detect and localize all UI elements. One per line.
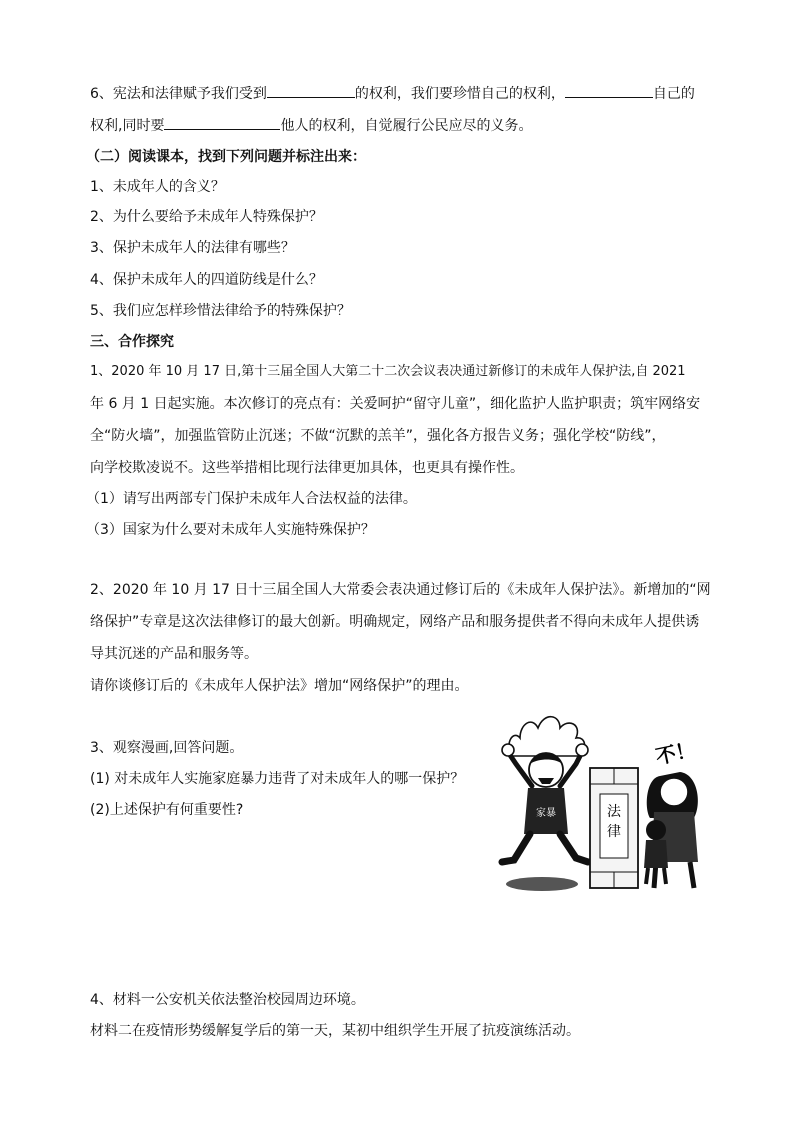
paragraph-2-line: 络保护”专章是这次法律修订的最大创新。明确规定，网络产品和服务提供者不得向未成年人提供诱 xyxy=(90,614,700,630)
question-item: 4、保护未成年人的四道防线是什么？ xyxy=(90,272,323,288)
paragraph-1-line: 年 6 月 1 日起实施。本次修订的亮点有：关爱呵护“留守儿童”，细化监护人监护职责；筑牢网络安 xyxy=(90,396,701,412)
question-3-title: 3、观察漫画,回答问题。 xyxy=(90,740,244,756)
question-4-line-1: 4、材料一公安机关依法整治校园周边环境。 xyxy=(90,992,365,1008)
answer-blank[interactable] xyxy=(164,115,280,130)
comic-shout-label: 不！ xyxy=(653,737,698,769)
question-6-text-a: 6、宪法和法律赋予我们受到 xyxy=(90,86,267,102)
question-6-line-2 xyxy=(90,115,532,136)
paragraph-2-line: 请你谈修订后的《未成年人保护法》增加“网络保护”的理由。 xyxy=(90,678,469,694)
comic-shirt-label: 家暴 xyxy=(536,808,556,819)
section-2-heading: （二）阅读课本，找到下列问题并标注出来： xyxy=(86,149,366,165)
answer-blank[interactable] xyxy=(267,83,355,98)
paragraph-2-line: 导其沉迷的产品和服务等。 xyxy=(90,646,258,662)
question-item: 5、我们应怎样珍惜法律给予的特殊保护？ xyxy=(90,303,351,319)
paragraph-1-line: 全“防火墙”，加强监管防止沉迷；不做“沉默的羔羊”，强化各方报告义务；强化学校“防线”， xyxy=(90,428,666,444)
paragraph-1-line: 1、2020 年 10 月 17 日,第十三届全国人大第二十二次会议表决通过新修订的未成年人保护法,自 2021 xyxy=(90,364,686,379)
paragraph-2-line: 2、2020 年 10 月 17 日十三届全国人大常委会表决通过修订后的《未成年人保护法》。新增加的“网 xyxy=(90,582,711,598)
paragraph-1-line: 向学校欺凌说不。这些举措相比现行法律更加具体，也更具有操作性。 xyxy=(90,460,524,476)
question-4-line-2: 材料二在疫情形势缓解复学后的第一天，某初中组织学生开展了抗疫演练活动。 xyxy=(90,1023,580,1039)
question-6-text-c: 自己的 xyxy=(652,86,695,102)
section-3-heading: 三、合作探究 xyxy=(90,334,174,350)
sub-question: （1）请写出两部专门保护未成年人合法权益的法律。 xyxy=(86,491,417,507)
comic-wall-label-2: 律 xyxy=(607,824,621,840)
question-3-sub-1: (1) 对未成年人实施家庭暴力违背了对未成年人的哪一保护？ xyxy=(90,771,465,787)
question-6-line-1 xyxy=(90,83,695,104)
sub-question: （3）国家为什么要对未成年人实施特殊保护？ xyxy=(86,522,375,538)
question-item: 2、为什么要给予未成年人特殊保护？ xyxy=(90,209,323,225)
question-6-text-e: 他人的权利，自觉履行公民应尽的义务。 xyxy=(280,118,533,134)
domestic-violence-comic xyxy=(494,712,712,896)
comic-wall-label-1: 法 xyxy=(607,804,621,820)
question-item: 3、保护未成年人的法律有哪些？ xyxy=(90,240,295,256)
question-item: 1、未成年人的含义？ xyxy=(90,179,225,195)
question-3-sub-2: (2)上述保护有何重要性? xyxy=(90,802,244,818)
answer-blank[interactable] xyxy=(565,83,653,98)
question-6-text-d: 权利,同时要 xyxy=(90,118,165,134)
question-6-text-b: 的权利，我们要珍惜自己的权利， xyxy=(354,86,565,102)
